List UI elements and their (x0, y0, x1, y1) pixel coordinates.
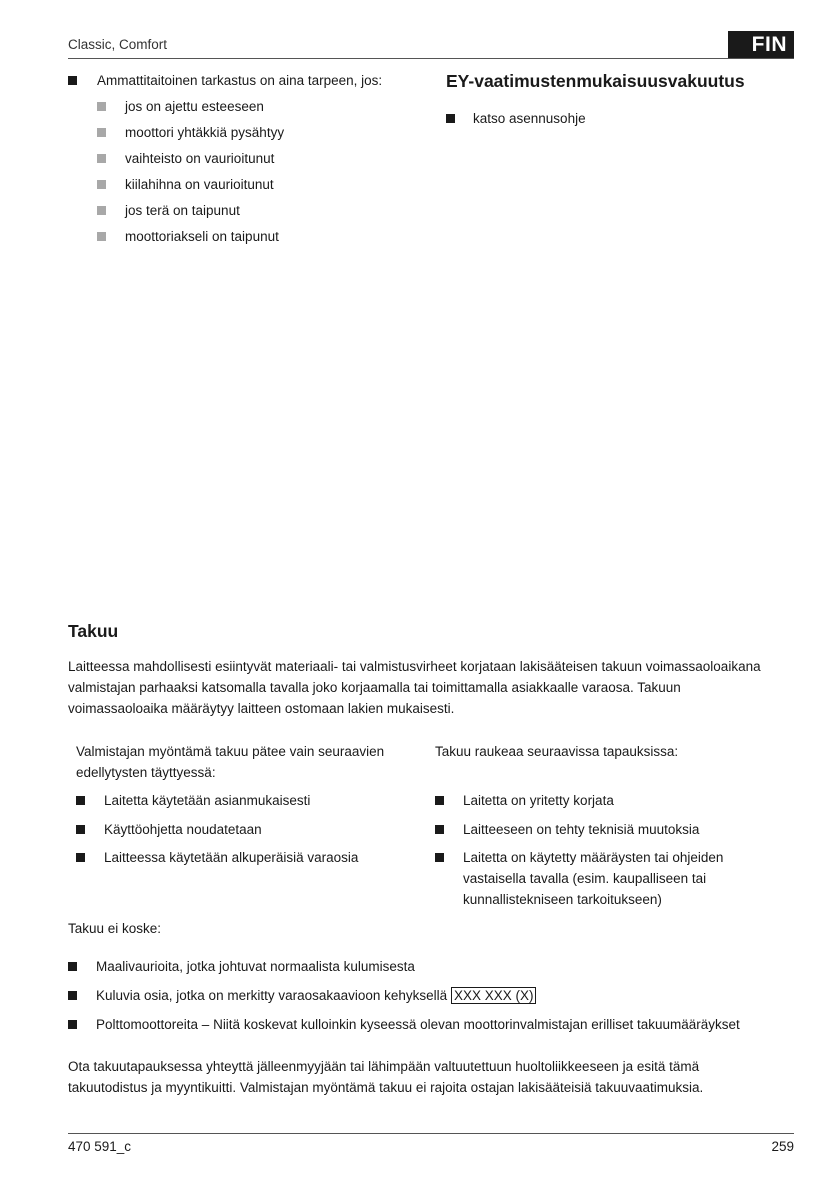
square-bullet-icon (76, 796, 85, 805)
inspection-item: moottori yhtäkkiä pysähtyy (97, 123, 284, 142)
warranty-valid-heading: Valmistajan myöntämä takuu pätee vain seuraavien edellytysten täyttyessä: (76, 744, 385, 780)
warranty-valid-item: Laitetta käytetään asianmukaisesti (76, 791, 310, 810)
warranty-valid-item: Laitteessa käytetään alkuperäisiä varaosia (76, 848, 358, 867)
warranty-closing: Ota takuutapauksessa yhteyttä jälleenmyyjään tai lähimpään valtuutettuun huoltoliikkeeseen ja esitä tämä takuutodistus ja myyntikuitti. Valmistajan myöntämä takuu ei rajoita ostajan lakisääteisiä takuuvaatimuksia. (68, 1059, 704, 1095)
warranty-exclusions-heading: Takuu ei koske: (68, 921, 162, 936)
warranty-exclusion-item: Kuluvia osia, jotka on merkitty varaosakaavioon kehyksellä XXX XXX (X) (68, 986, 536, 1005)
square-bullet-icon (97, 180, 106, 189)
inspection-item: vaihteisto on vaurioitunut (97, 149, 274, 168)
warranty-exclusion-item: Polttomoottoreita – Niitä koskevat kulloinkin kyseessä olevan moottorinvalmistajan erilliset takuumääräykset (68, 1015, 740, 1034)
square-bullet-icon (97, 206, 106, 215)
square-bullet-icon (68, 1020, 77, 1029)
inspection-item: moottoriakseli on taipunut (97, 227, 279, 246)
square-bullet-icon (97, 128, 106, 137)
square-bullet-icon (435, 825, 444, 834)
document-id: 470 591_c (68, 1139, 132, 1154)
header-divider (68, 58, 794, 59)
square-bullet-icon (68, 991, 77, 1000)
warranty-heading: Takuu (68, 621, 119, 641)
warranty-intro: Laitteessa mahdollisesti esiintyvät materiaali- tai valmistusvirheet korjataan lakisääteisen takuun voimassaoloaikana valmistajan parhaaksi katsomalla tavalla joko korjaamalla tai toimittamalla asiakkaalle varaosa. Takuun voimassaoloaika määräytyy laitteen ostomaan lakien mukaisesti. (68, 659, 761, 716)
warranty-valid-item: Käyttöohjetta noudatetaan (76, 820, 262, 839)
language-badge: FIN (728, 31, 794, 59)
inspection-item: kiilahihna on vaurioitunut (97, 175, 274, 194)
warranty-exclusion-item: Maalivaurioita, jotka johtuvat normaalista kulumisesta (68, 957, 415, 976)
footer-divider (68, 1133, 794, 1134)
square-bullet-icon (446, 114, 455, 123)
inspection-intro: Ammattitaitoinen tarkastus on aina tarpeen, jos: (68, 71, 382, 90)
warranty-void-item: Laitetta on yritetty korjata (435, 791, 614, 810)
square-bullet-icon (76, 853, 85, 862)
square-bullet-icon (97, 102, 106, 111)
square-bullet-icon (97, 154, 106, 163)
inspection-item: jos on ajettu esteeseen (97, 97, 264, 116)
square-bullet-icon (68, 76, 77, 85)
warranty-void-item: Laitetta on käytetty määräysten tai ohjeiden vastaisella tavalla (esim. kaupalliseen tai kunnallistekniseen tarkoitukseen) (435, 848, 723, 910)
conformity-item: katso asennusohje (446, 109, 586, 128)
part-code-frame: XXX XXX (X) (451, 987, 537, 1004)
conformity-heading: EY-vaatimustenmukaisuusvakuutus (446, 71, 745, 91)
square-bullet-icon (68, 962, 77, 971)
page-number: 259 (771, 1139, 794, 1154)
square-bullet-icon (435, 796, 444, 805)
warranty-void-item: Laitteeseen on tehty teknisiä muutoksia (435, 820, 699, 839)
square-bullet-icon (97, 232, 106, 241)
document-header-title: Classic, Comfort (68, 37, 168, 52)
square-bullet-icon (435, 853, 444, 862)
warranty-void-heading: Takuu raukeaa seuraavissa tapauksissa: (435, 744, 679, 759)
square-bullet-icon (76, 825, 85, 834)
inspection-item: jos terä on taipunut (97, 201, 240, 220)
